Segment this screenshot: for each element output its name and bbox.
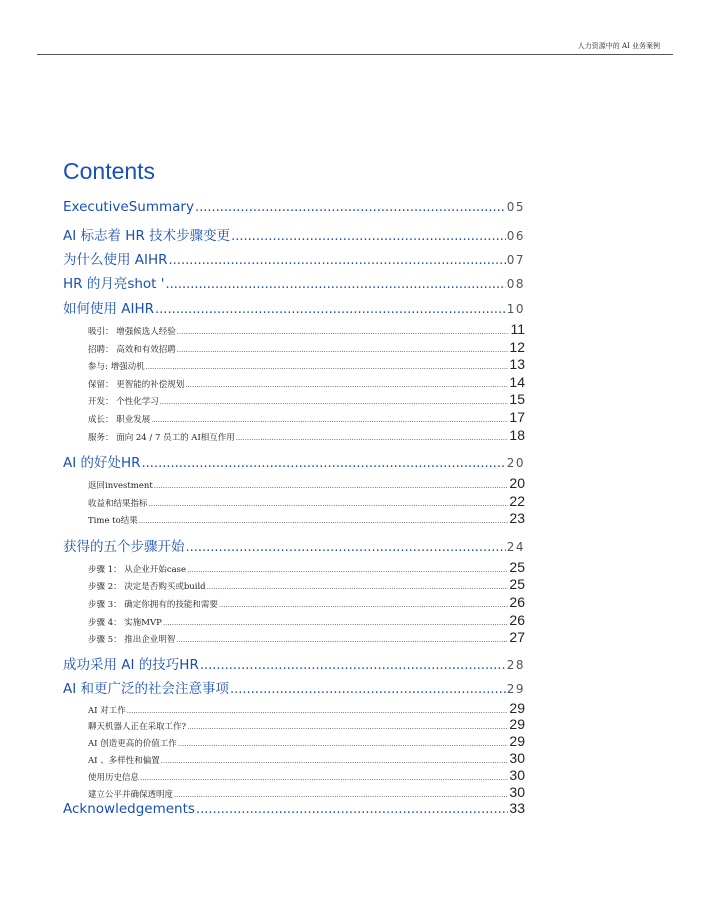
- toc-subentry[interactable]: [88, 594, 525, 611]
- toc-entry-page: 24: [506, 540, 525, 554]
- toc-leader: [139, 516, 509, 526]
- toc-subentry-page: 20: [509, 475, 525, 491]
- toc-subentry-page: 22: [509, 493, 525, 509]
- toc-leader: [149, 499, 509, 509]
- toc-entry-page: 05: [506, 200, 525, 214]
- toc-leader: [186, 539, 506, 555]
- toc-subentry[interactable]: [88, 750, 525, 767]
- toc-subentry-label: 吸引： 增强候选人经验: [88, 327, 176, 337]
- toc-subentry-page: 17: [509, 409, 525, 425]
- toc-subentry-page: 14: [509, 374, 525, 390]
- toc-leader: [174, 790, 508, 800]
- toc-leader: [185, 380, 508, 390]
- toc-leader: [230, 681, 506, 697]
- toc-leader: [151, 415, 508, 425]
- toc-entry-label: 获得的五个步骤开始: [63, 539, 185, 555]
- toc-subentry-label: 收益和结果指标: [88, 499, 148, 509]
- toc-entry-page: 20: [506, 456, 525, 470]
- toc-entry[interactable]: [63, 535, 525, 555]
- toc-subentry-label: Time to结果: [88, 516, 138, 526]
- toc-subentry-page: 26: [509, 612, 525, 628]
- toc-leader: [207, 582, 509, 592]
- toc-subentry-page: 30: [509, 767, 525, 783]
- toc-leader: [165, 276, 505, 292]
- toc-subentry[interactable]: [88, 409, 525, 426]
- toc-subentry[interactable]: [88, 733, 525, 750]
- toc-leader: [196, 801, 508, 817]
- toc-subentry[interactable]: [88, 700, 525, 717]
- toc-leader: [178, 739, 509, 749]
- toc-subentry[interactable]: [88, 576, 525, 593]
- toc-entry-page: 10: [506, 302, 525, 316]
- toc-entry-label: 如何使用 AIHR: [63, 301, 155, 317]
- page-title: Contents: [63, 158, 156, 184]
- toc-subentry-label: 服务： 面向 24 / 7 员工的 AI相互作用: [88, 433, 235, 443]
- toc-leader: [176, 635, 508, 645]
- toc-entry[interactable]: [63, 199, 525, 219]
- toc-entry-page: 06: [506, 229, 525, 243]
- toc-subentry-label: 成长： 职业发展: [88, 415, 151, 425]
- toc-subentry-label: 开发： 个性化学习: [88, 397, 159, 407]
- toc-subentry-page: 23: [509, 510, 525, 526]
- toc-subentry-label: 返回investment: [88, 481, 153, 491]
- toc-leader: [236, 433, 509, 443]
- toc-subentry-label: AI 对工作: [88, 706, 126, 716]
- toc-subentry-label: 步骤 4： 实施MVP: [88, 618, 162, 628]
- toc-entry-label: Acknowledgements: [63, 801, 195, 817]
- toc-subentry[interactable]: [88, 612, 525, 629]
- toc-leader: [177, 327, 510, 337]
- toc-entry[interactable]: [63, 297, 525, 317]
- toc-entry[interactable]: [63, 800, 525, 820]
- toc-subentry-label: AI 创造更高的价值工作: [88, 739, 177, 749]
- toc-entry-page: 29: [506, 682, 525, 696]
- toc-leader: [142, 455, 506, 471]
- toc-entry-label: 为什么使用 AIHR: [63, 252, 168, 268]
- toc-subentry-page: 27: [509, 629, 525, 645]
- toc-entry[interactable]: [63, 248, 525, 268]
- toc-subentry[interactable]: [88, 493, 525, 510]
- toc-subentry[interactable]: [88, 559, 525, 576]
- toc-subentry[interactable]: [88, 356, 525, 373]
- toc-entry-label: AI 标志着 HR 技术步骤变更: [63, 228, 231, 244]
- toc-subentry[interactable]: [88, 374, 525, 391]
- toc-leader: [177, 345, 509, 355]
- toc-subentry-label: 步骤 3： 确定你拥有的技能和需要: [88, 600, 218, 610]
- toc-subentry-page: 26: [509, 594, 525, 610]
- toc-entry-label: 成功采用 AI 的技巧HR: [63, 657, 199, 673]
- toc-subentry[interactable]: [88, 629, 525, 646]
- toc-subentry-label: 参与: 增强动机: [88, 362, 145, 372]
- toc-subentry-page: 29: [509, 716, 525, 732]
- toc-subentry-label: 步骤 5： 推出企业明智: [88, 635, 176, 645]
- toc-subentry[interactable]: [88, 339, 525, 356]
- toc-leader: [161, 756, 509, 766]
- header-divider: [37, 54, 673, 55]
- toc-leader: [169, 252, 506, 268]
- toc-subentry-label: 步骤 2： 决定是否购买或build: [88, 582, 206, 592]
- toc-subentry-label: 使用历史信息: [88, 773, 140, 783]
- toc-entry-page: 28: [506, 658, 525, 672]
- toc-subentry-label: AI 、多样性和偏置: [88, 756, 160, 766]
- toc-entry[interactable]: [63, 653, 525, 673]
- toc-entry-label: AI 的好处HR: [63, 455, 141, 471]
- toc-subentry-page: 30: [509, 784, 525, 800]
- toc-subentry-page: 29: [509, 700, 525, 716]
- toc-leader: [127, 706, 509, 716]
- toc-subentry-page: 15: [509, 391, 525, 407]
- toc-subentry-label: 聊天机器人正在采取工作?: [88, 722, 187, 732]
- toc-entry-label: HR 的月亮shot ': [63, 276, 165, 292]
- toc-subentry-page: 11: [510, 321, 525, 337]
- toc-subentry[interactable]: [88, 767, 525, 784]
- toc-subentry-page: 29: [509, 733, 525, 749]
- running-header: 人力资源中的 AI 业务案例: [577, 42, 660, 50]
- toc-subentry-label: 保留： 更智能的补偿规划: [88, 380, 185, 390]
- toc-subentry-label: 步骤 1： 从企业开始case: [88, 565, 187, 575]
- toc-leader: [154, 481, 509, 491]
- toc-subentry-label: 招聘： 高效和有效招聘: [88, 345, 176, 355]
- toc-entry[interactable]: [63, 451, 525, 471]
- toc-leader: [160, 397, 509, 407]
- toc-entry-page: 07: [506, 253, 525, 267]
- toc-subentry-page: 30: [509, 750, 525, 766]
- toc-leader: [187, 722, 508, 732]
- toc-leader: [200, 657, 506, 673]
- toc-leader: [219, 600, 509, 610]
- toc-entry[interactable]: [63, 224, 525, 244]
- toc-entry-label: ExecutiveSummary: [63, 199, 194, 215]
- toc-leader: [231, 228, 506, 244]
- toc-entry[interactable]: [63, 272, 525, 292]
- toc-subentry[interactable]: [88, 475, 525, 492]
- toc-entry[interactable]: [63, 677, 525, 697]
- toc-subentry-page: 25: [509, 576, 525, 592]
- toc-subentry-page: 25: [509, 559, 525, 575]
- toc-subentry[interactable]: [88, 784, 525, 801]
- toc-leader: [140, 773, 508, 783]
- toc-subentry-label: 建立公平并确保透明度: [88, 790, 174, 800]
- toc-subentry-page: 13: [509, 356, 525, 372]
- toc-leader: [187, 565, 508, 575]
- toc-entry-page: 33: [509, 800, 525, 816]
- toc-subentry[interactable]: [88, 427, 525, 444]
- toc-subentry[interactable]: [88, 321, 525, 338]
- toc-leader: [195, 199, 506, 215]
- toc-subentry[interactable]: [88, 391, 525, 408]
- toc-subentry-page: 12: [509, 339, 525, 355]
- toc-subentry[interactable]: [88, 510, 525, 527]
- toc-leader: [163, 618, 509, 628]
- toc-leader: [146, 362, 509, 372]
- toc-entry-page: 08: [506, 277, 525, 291]
- toc-leader: [155, 301, 506, 317]
- toc-entry-label: AI 和更广泛的社会注意事项: [63, 681, 230, 697]
- toc-subentry[interactable]: [88, 716, 525, 733]
- toc-subentry-page: 18: [509, 427, 525, 443]
